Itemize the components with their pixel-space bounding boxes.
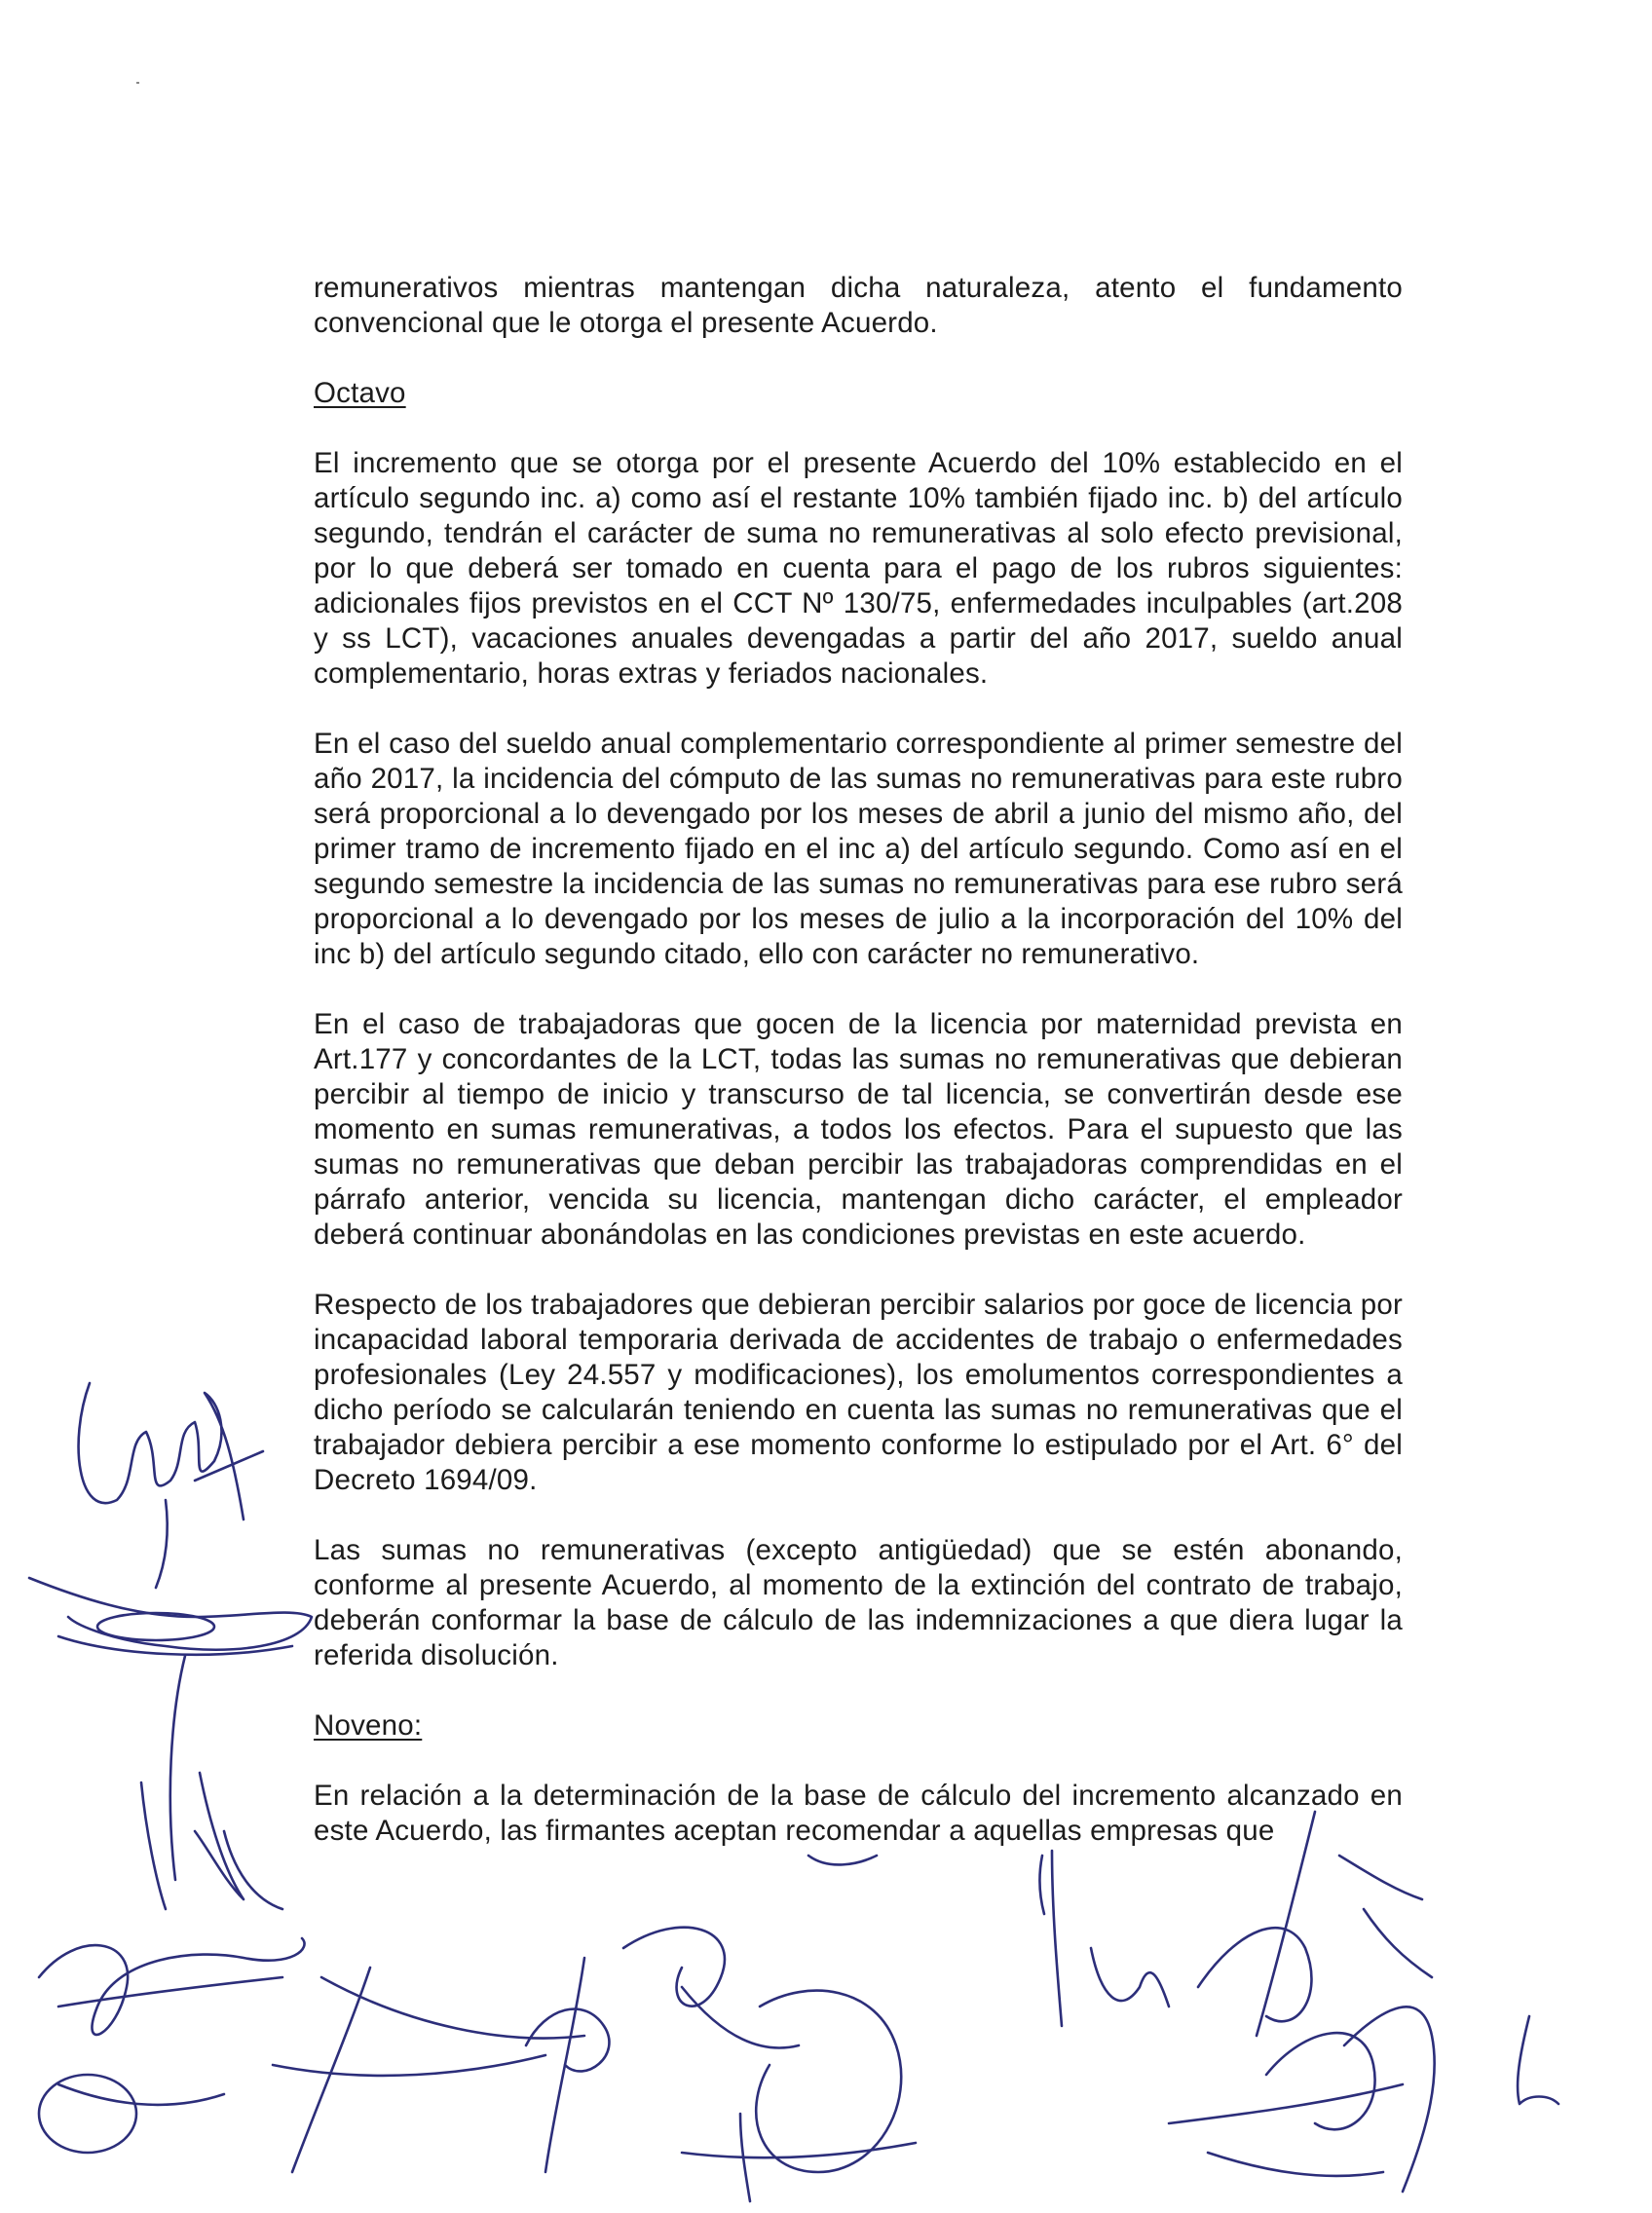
section-heading-octavo: Octavo	[314, 377, 406, 409]
paragraph-octavo-5: Las sumas no remunerativas (excepto antigüedad) que se estén abonando, conforme al presente Acuerdo, al momento de la extinción del contrato de trabajo, deberán conformar la base de cálculo de las indemnizaciones a que diera lugar la referida disolución.	[314, 1534, 1403, 1671]
paragraph-octavo-1: El incremento que se otorga por el presente Acuerdo del 10% establecido en el artículo segundo inc. a) como así el restante 10% también fijado inc. b) del artículo segundo, tendrán el carácter de suma no remunerativas al solo efecto previsional, por lo que deberá ser tomado en cuenta para el pago de los rubros siguientes: adicionales fijos previstos en el CCT Nº 130/75, enfermedades inculpables (art.208 y ss LCT), vacaciones anuales devengadas a partir del año 2017, sueldo anual complementario, horas extras y feriados nacionales.	[314, 447, 1403, 690]
paragraph-noveno-1: En relación a la determinación de la base de cálculo del incremento alcanzado en este Acuerdo, las firmantes aceptan recomendar a aquellas empresas que	[314, 1780, 1403, 1847]
signature-left-3	[141, 1656, 282, 1909]
paragraph-intro: remunerativos mientras mantengan dicha naturaleza, atento el fundamento convencional que le otorga el presente Acuerdo.	[314, 272, 1403, 339]
signature-bottom-4	[1169, 2007, 1435, 2192]
paragraph-octavo-4: Respecto de los trabajadores que debieran percibir salarios por goce de licencia por incapacidad laboral temporaria derivada de accidentes de trabajo o enfermedades profesionales (Ley 24.557 y modificaciones), los emolumentos correspondientes a dicho período se calcularán teniendo en cuenta las sumas no remunerativas que el trabajador debiera percibir a ese momento conforme lo estipulado por el Art. 6° del Decreto 1694/09.	[314, 1289, 1403, 1496]
paragraph-octavo-2: En el caso del sueldo anual complementario correspondiente al primer semestre del año 2017, la incidencia del cómputo de las sumas no remunerativas para este rubro será proporcional a lo devengado por los meses de abril a junio del mismo año, del primer tramo de incremento fijado en el inc a) del artículo segundo. Como así en el segundo semestre la incidencia de las sumas no remunerativas para ese rubro será proporcional a lo devengado por los meses de julio a la incorporación del 10% del inc b) del artículo segundo citado, ello con carácter no remunerativo.	[314, 728, 1403, 970]
signature-left-2	[29, 1578, 312, 1655]
section-heading-noveno: Noveno:	[314, 1709, 423, 1742]
scan-speck	[136, 82, 139, 84]
signature-bottom-right	[1518, 2016, 1558, 2104]
signature-bottom-2	[623, 1928, 916, 2201]
document-body	[314, 271, 1403, 1849]
paragraph-octavo-3: En el caso de trabajadoras que gocen de la licencia por maternidad prevista en Art.177 y concordantes de la LCT, todas las sumas no remunerativas que debieran percibir al tiempo de inicio y transcurso de tal licencia, se convertirán desde ese momento en sumas remunerativas, a todos los efectos. Para el supuesto que las sumas no remunerativas que deban percibir las trabajadoras comprendidas en el párrafo anterior, vencida su licencia, mantengan dicho carácter, el empleador deberá continuar abonándolas en las condiciones previstas en este acuerdo.	[314, 1008, 1403, 1251]
signature-bottom-1	[273, 1958, 609, 2172]
signature-left-4	[39, 1938, 305, 2153]
signature-left-1	[79, 1383, 263, 1588]
signature-text-overlap	[808, 1856, 1422, 1914]
